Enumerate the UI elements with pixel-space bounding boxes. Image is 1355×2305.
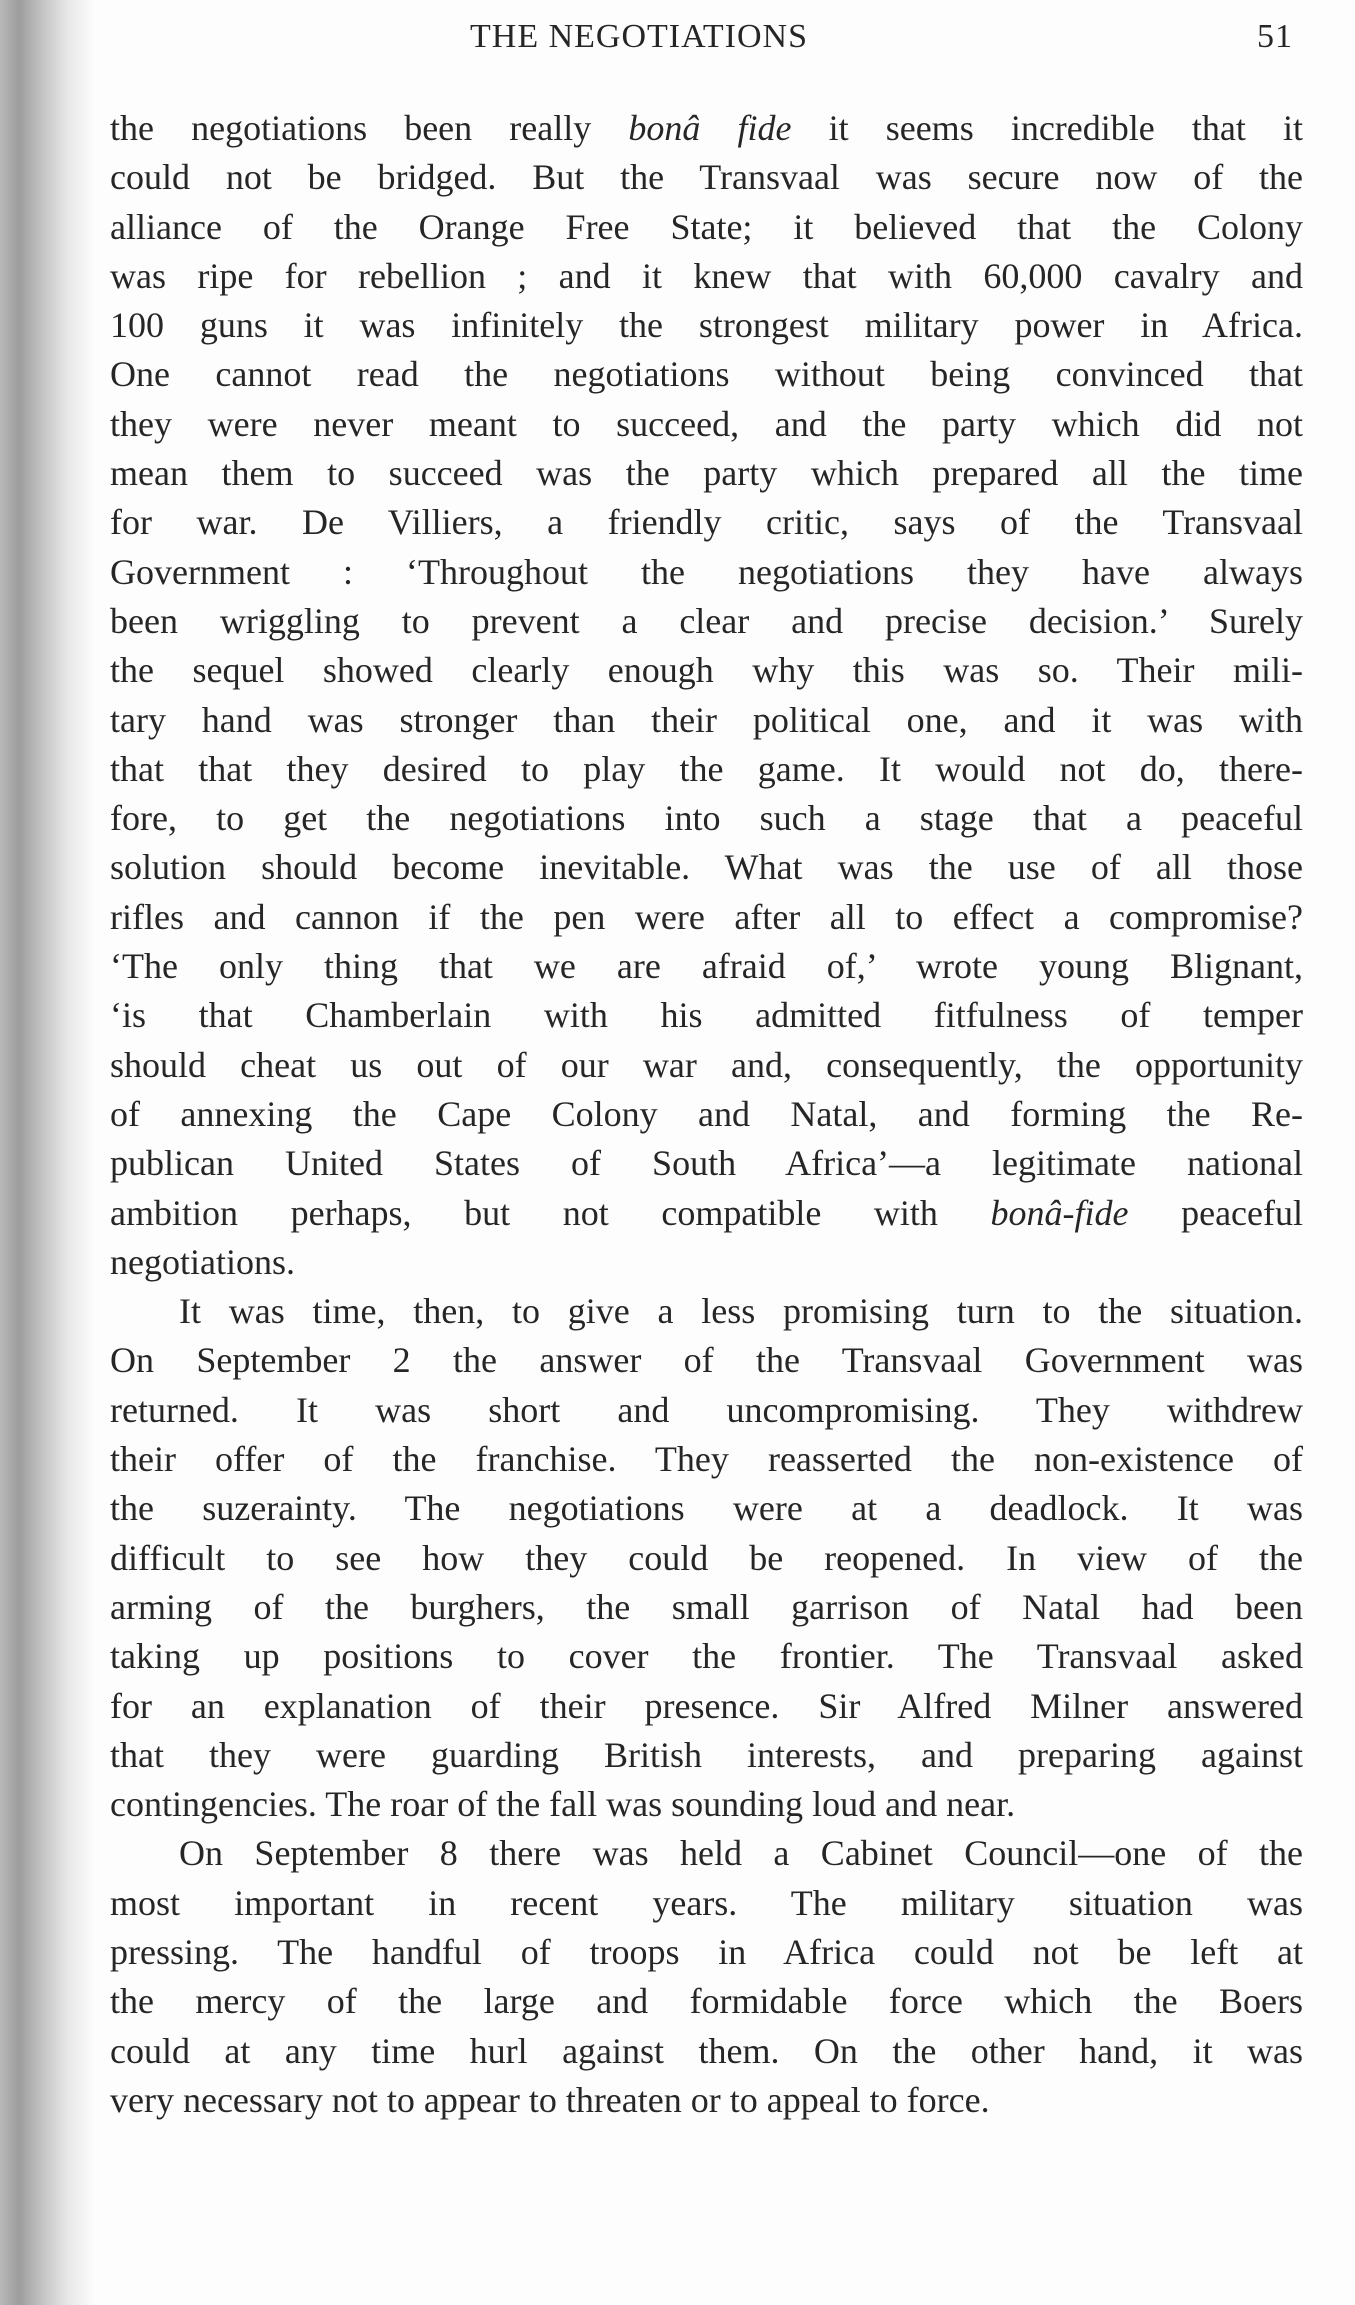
body-text bbox=[110, 104, 1303, 2125]
text-line bbox=[110, 400, 1303, 449]
text-segment: pressing. The handful of troops in Africa could not be left at bbox=[110, 1931, 1303, 1972]
text-line bbox=[110, 1336, 1303, 1385]
text-segment: for an explanation of their presence. Sir Alfred Milner answered bbox=[110, 1685, 1303, 1726]
text-line bbox=[110, 991, 1303, 1040]
text-line bbox=[110, 1977, 1303, 2026]
text-line bbox=[110, 1287, 1303, 1336]
text-segment: fore, to get the negotiations into such a stage that a peaceful bbox=[110, 798, 1303, 839]
italic-text: bonâ fide bbox=[628, 108, 792, 148]
text-segment: ‘is that Chamberlain with his admitted fitfulness of temper bbox=[110, 995, 1303, 1036]
text-line bbox=[110, 1879, 1303, 1928]
book-binding-shadow bbox=[0, 0, 95, 2305]
text-line bbox=[110, 942, 1303, 991]
text-segment: could not be bridged. But the Transvaal was secure now of the bbox=[110, 157, 1303, 198]
italic-text: bonâ-fide bbox=[990, 1192, 1129, 1233]
text-segment: tary hand was stronger than their political one, and it was with bbox=[110, 699, 1303, 740]
text-line bbox=[110, 597, 1303, 646]
text-segment: rifles and cannon if the pen were after all to effect a compromise? bbox=[110, 896, 1303, 937]
text-segment: One cannot read the negotiations without being convinced that bbox=[110, 354, 1303, 395]
text-segment: been wriggling to prevent a clear and precise decision.’ Surely bbox=[110, 600, 1303, 641]
text-line bbox=[110, 893, 1303, 942]
text-line bbox=[110, 843, 1303, 892]
text-line bbox=[110, 745, 1303, 794]
text-segment: negotiations. bbox=[110, 1241, 295, 1282]
text-segment: ambition perhaps, but not compatible with bbox=[110, 1192, 991, 1233]
text-line bbox=[110, 1731, 1303, 1780]
text-segment: On September 8 there was held a Cabinet Council—one of the bbox=[179, 1833, 1303, 1874]
running-title: THE NEGOTIATIONS bbox=[470, 18, 809, 55]
text-segment: of annexing the Cape Colony and Natal, and forming the Re- bbox=[110, 1093, 1303, 1134]
paragraph bbox=[110, 1287, 1303, 1829]
text-segment: was ripe for rebellion ; and it knew that with 60,000 cavalry and bbox=[110, 255, 1303, 296]
text-segment: the negotiations been really bbox=[110, 108, 629, 148]
text-line bbox=[110, 1090, 1303, 1139]
text-line bbox=[110, 696, 1303, 745]
text-segment: should cheat us out of our war and, consequently, the opportunity bbox=[110, 1044, 1303, 1085]
text-line bbox=[110, 350, 1303, 399]
text-segment: their offer of the franchise. They reasserted the non-existence of bbox=[110, 1439, 1303, 1480]
text-segment: most important in recent years. The military situation was bbox=[110, 1882, 1303, 1923]
text-line bbox=[110, 548, 1303, 597]
text-line bbox=[110, 2076, 1303, 2125]
text-segment: the mercy of the large and formidable force which the Boers bbox=[110, 1981, 1303, 2022]
text-line bbox=[110, 449, 1303, 498]
text-segment: that they were guarding British interests, and preparing against bbox=[110, 1734, 1303, 1775]
text-line bbox=[110, 1484, 1303, 1533]
text-line bbox=[110, 1139, 1303, 1188]
text-line bbox=[110, 1928, 1303, 1977]
text-segment: 100 guns it was infinitely the strongest military power in Africa. bbox=[110, 305, 1303, 346]
text-segment: peaceful bbox=[1128, 1192, 1304, 1233]
text-segment: very necessary not to appear to threaten or to appeal to force. bbox=[110, 2079, 990, 2120]
text-line bbox=[110, 252, 1303, 301]
text-segment: the sequel showed clearly enough why this was so. Their mili- bbox=[110, 650, 1303, 691]
text-segment: alliance of the Orange Free State; it believed that the Colony bbox=[110, 206, 1303, 247]
text-segment: mean them to succeed was the party which prepared all the time bbox=[110, 453, 1303, 494]
text-line bbox=[110, 498, 1303, 547]
text-line bbox=[110, 1829, 1303, 1878]
paragraph bbox=[110, 104, 1303, 1287]
text-line bbox=[110, 301, 1303, 350]
paragraph bbox=[110, 1829, 1303, 2125]
text-line bbox=[110, 1435, 1303, 1484]
text-line bbox=[110, 1386, 1303, 1435]
text-line bbox=[110, 153, 1303, 202]
text-line bbox=[110, 203, 1303, 252]
text-segment: returned. It was short and uncompromising. They withdrew bbox=[110, 1389, 1303, 1430]
text-segment: for war. De Villiers, a friendly critic, says of the Transvaal bbox=[110, 502, 1303, 543]
text-line bbox=[110, 1583, 1303, 1632]
text-line bbox=[110, 1534, 1303, 1583]
text-segment: publican United States of South Africa’—a legitimate national bbox=[110, 1143, 1303, 1184]
text-line bbox=[110, 1682, 1303, 1731]
text-line bbox=[110, 2027, 1303, 2076]
text-segment: ‘The only thing that we are afraid of,’ wrote young Blignant, bbox=[110, 946, 1303, 987]
text-segment: the suzerainty. The negotiations were at a deadlock. It was bbox=[110, 1488, 1303, 1529]
text-line bbox=[110, 104, 1303, 153]
text-line bbox=[110, 646, 1303, 695]
text-segment: contingencies. The roar of the fall was sounding loud and near. bbox=[110, 1784, 1016, 1825]
text-segment: difficult to see how they could be reopened. In view of the bbox=[110, 1537, 1303, 1578]
text-line bbox=[110, 1632, 1303, 1681]
text-segment: Government : ‘Throughout the negotiations they have always bbox=[110, 551, 1303, 592]
text-segment: it seems incredible that it bbox=[791, 108, 1303, 148]
text-line bbox=[110, 1780, 1303, 1829]
text-line bbox=[110, 1189, 1303, 1238]
text-segment: they were never meant to succeed, and the party which did not bbox=[110, 403, 1303, 444]
text-segment: could at any time hurl against them. On the other hand, it was bbox=[110, 2030, 1303, 2071]
running-header bbox=[0, 18, 1355, 62]
text-line bbox=[110, 1041, 1303, 1090]
text-line bbox=[110, 794, 1303, 843]
text-segment: arming of the burghers, the small garrison of Natal had been bbox=[110, 1586, 1303, 1627]
text-segment: taking up positions to cover the frontier. The Transvaal asked bbox=[110, 1636, 1303, 1677]
page-number: 51 bbox=[1257, 18, 1293, 55]
text-segment: that that they desired to play the game. It would not do, there- bbox=[110, 748, 1303, 789]
text-segment: On September 2 the answer of the Transvaal Government was bbox=[110, 1340, 1303, 1381]
text-segment: It was time, then, to give a less promising turn to the situation. bbox=[179, 1291, 1303, 1332]
text-segment: solution should become inevitable. What was the use of all those bbox=[110, 847, 1303, 888]
text-line bbox=[110, 1238, 1303, 1287]
